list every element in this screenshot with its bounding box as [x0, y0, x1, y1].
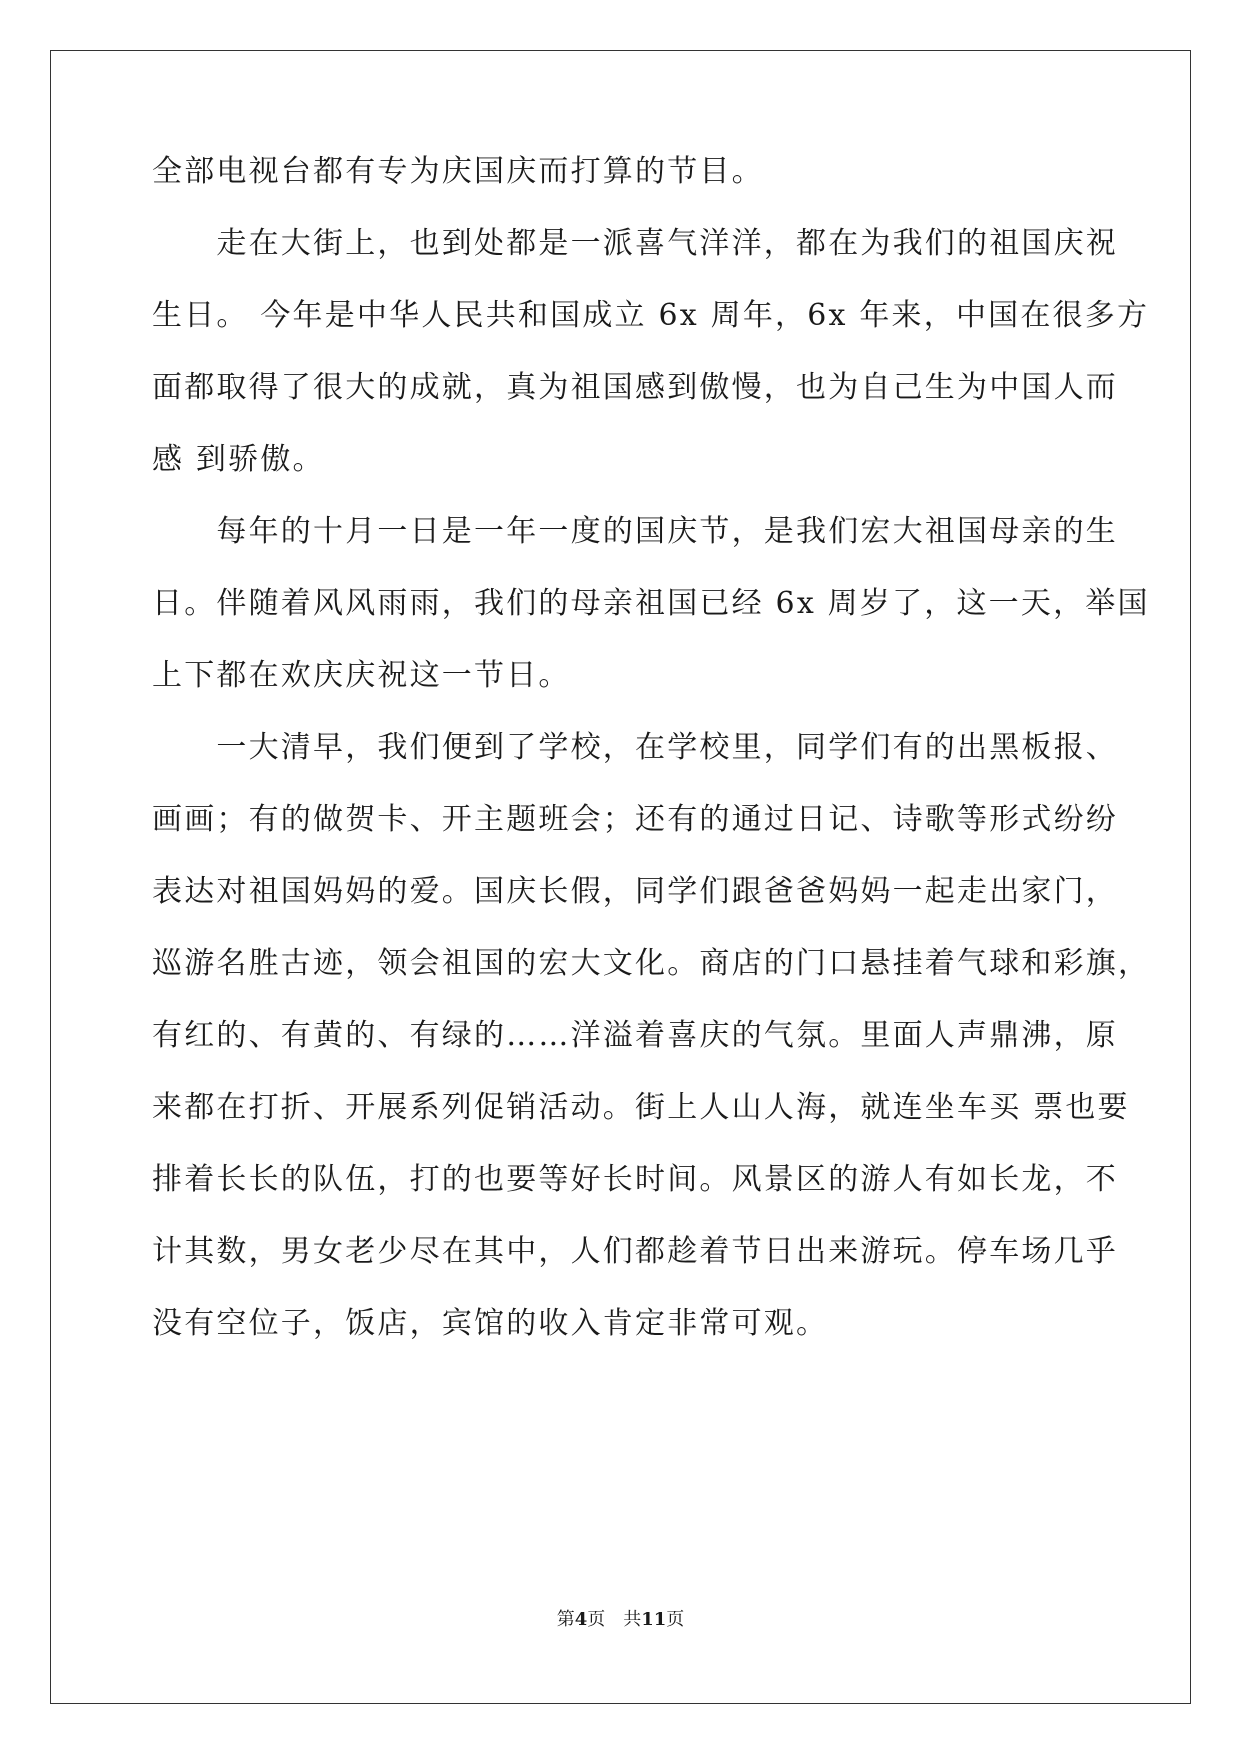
- text-line: 走在大街上，也到处都是一派喜气洋洋，都在为我们的祖国庆祝: [152, 226, 1118, 261]
- page-mid: 页 共: [587, 1609, 642, 1630]
- text-line: 没有空位子，饭店，宾馆的收入肯定非常可观。: [152, 1306, 829, 1341]
- text-line: 表达对祖国妈妈的爱。国庆长假，同学们跟爸爸妈妈一起走出家门，: [152, 874, 1118, 909]
- page-prefix: 第: [556, 1609, 575, 1630]
- text-line: 感 到骄傲。: [152, 442, 325, 477]
- text-line: 每年的十月一日是一年一度的国庆节，是我们宏大祖国母亲的生: [152, 514, 1118, 549]
- text-line: 排着长长的队伍，打的也要等好长时间。风景区的游人有如长龙，不: [152, 1162, 1118, 1197]
- text-line: 一大清早，我们便到了学校，在学校里，同学们有的出黑板报、: [152, 730, 1118, 765]
- text-line: 巡游名胜古迹，领会祖国的宏大文化。商店的门口悬挂着气球和彩旗，: [152, 946, 1151, 981]
- text-line: 面都取得了很大的成就，真为祖国感到傲慢，也为自己生为中国人而: [152, 370, 1118, 405]
- text-line: 有红的、有黄的、有绿的……洋溢着喜庆的气氛。里面人声鼎沸，原: [152, 1018, 1118, 1053]
- text-line: 画画；有的做贺卡、开主题班会；还有的通过日记、诗歌等形式纷纷: [152, 802, 1118, 837]
- text-line: 生日。 今年是中华人民共和国成立 6x 周年，6x 年来，中国在很多方: [152, 298, 1150, 333]
- text-line: 上下都在欢庆庆祝这一节日。: [152, 658, 571, 693]
- page-total: 11: [641, 1609, 667, 1630]
- text-line: 计其数，男女老少尽在其中，人们都趁着节日出来游玩。停车场几乎: [152, 1234, 1118, 1269]
- page-suffix: 页: [666, 1609, 685, 1630]
- page-number-footer: [0, 1608, 1241, 1632]
- text-line: 来都在打折、开展系列促销活动。街上人山人海，就连坐车买 票也要: [152, 1090, 1130, 1125]
- text-line: 全部电视台都有专为庆国庆而打算的节目。: [152, 154, 764, 189]
- text-line: 日。伴随着风风雨雨，我们的母亲祖国已经 6x 周岁了，这一天，举国: [152, 586, 1150, 621]
- page-current: 4: [574, 1609, 588, 1630]
